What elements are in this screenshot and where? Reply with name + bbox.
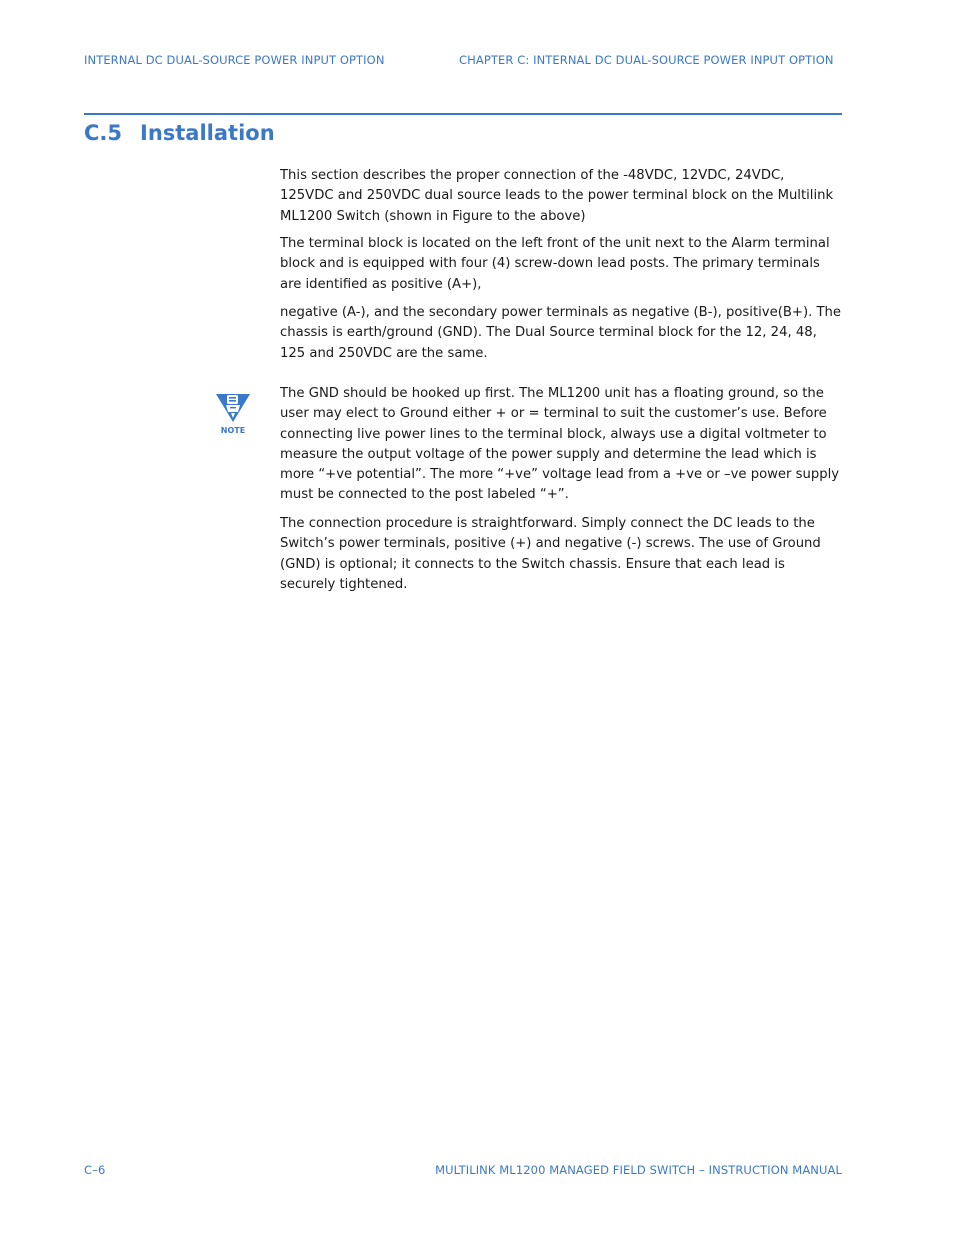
section-divider bbox=[84, 113, 842, 115]
section-title: Installation bbox=[140, 121, 275, 145]
paragraph-intro: This section describes the proper connection of the -48VDC, 12VDC, 24VDC, 125VDC and 250VDC dual source leads to the power terminal block on the Multilink ML1200 Switch (shown in Figure to the above) bbox=[280, 168, 834, 224]
note-hand-icon bbox=[214, 390, 254, 436]
manual-title-footer: MULTILINK ML1200 MANAGED FIELD SWITCH – INSTRUCTION MANUAL bbox=[435, 1163, 842, 1177]
page-number: C–6 bbox=[84, 1163, 106, 1177]
section-number: C.5 bbox=[84, 121, 123, 145]
running-header-left: INTERNAL DC DUAL-SOURCE POWER INPUT OPTION bbox=[84, 53, 385, 67]
paragraph-note-ground: The GND should be hooked up first. The ML1200 unit has a floating ground, so the user may elect to Ground either + or = terminal to suit the customer’s use. Before connecting live power lines to the terminal block, always use a digital voltmeter to measure the output voltage of the power supply and determine the lead which is more “+ve potential”. The more “+ve” voltage lead from a +ve or –ve power supply must be connected to the post labeled “+”. bbox=[280, 386, 840, 503]
paragraph-terminal-labels: negative (A-), and the secondary power terminals as negative (B-), positive(B+). The chassis is earth/ground (GND). The Dual Source terminal block for the 12, 24, 48, 125 and 250VDC are the same. bbox=[280, 305, 842, 361]
paragraph-connection-procedure: The connection procedure is straightforward. Simply connect the DC leads to the Switch’s power terminals, positive (+) and negative (-) screws. The use of Ground (GND) is optional; it connects to the Switch chassis. Ensure that each lead is securely tightened. bbox=[280, 516, 821, 592]
running-header-right: CHAPTER C: INTERNAL DC DUAL-SOURCE POWER INPUT OPTION bbox=[459, 53, 834, 67]
paragraph-terminal-block: The terminal block is located on the left front of the unit next to the Alarm terminal block and is equipped with four (4) screw-down lead posts. The primary terminals are identified as positive (A+), bbox=[280, 236, 830, 292]
note-label: NOTE bbox=[220, 426, 246, 435]
section-heading bbox=[84, 121, 275, 145]
